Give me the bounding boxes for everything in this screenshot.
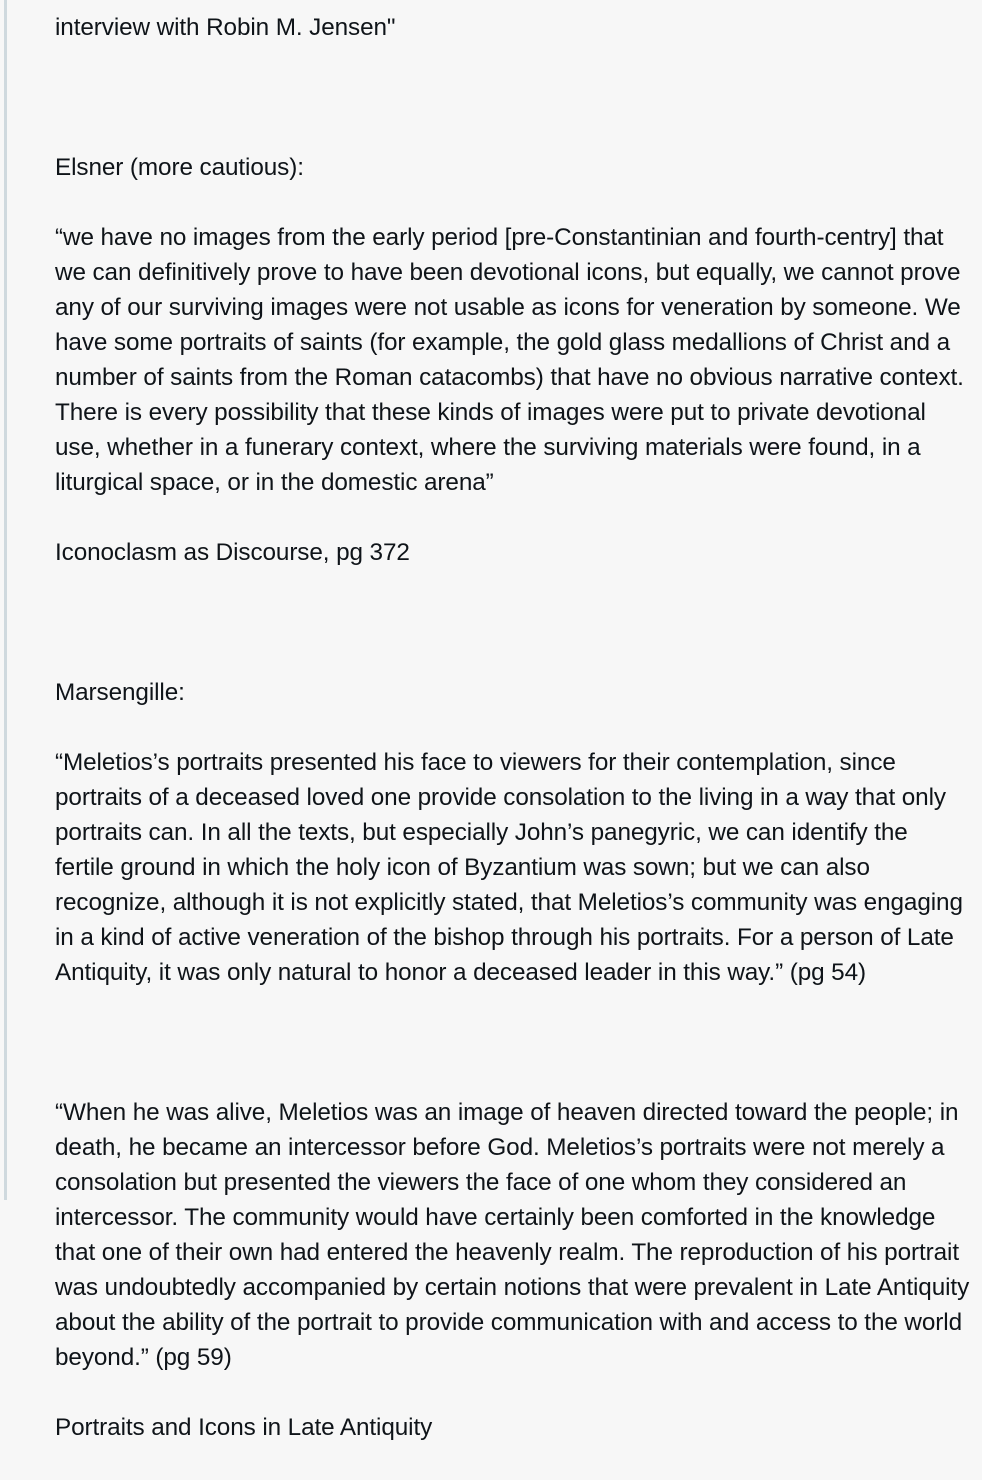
elsner-quote: “we have no images from the early period [pre-Constantinian and fourth-centry] that we can definitively prove to have been devotional icons, but equally, we cannot prove any of our surviving images were not usable as icons for veneration by someone. We have some portraits of saints (for example, the gold glass medallions of Christ and a number of saints from the Roman catacombs) that have no obvious narrative context. There is every possibility that these kinds of images were put to private devotional use, whether in a funerary context, where the surviving materials were found, in a liturgical space, or in the domestic arena”	[55, 224, 964, 496]
intro-source-line: interview with Robin M. Jensen"	[55, 14, 396, 41]
elsner-heading: Elsner (more cautious):	[55, 154, 304, 181]
elsner-source: Iconoclasm as Discourse, pg 372	[55, 539, 410, 566]
marsengille-source: Portraits and Icons in Late Antiquity	[55, 1414, 433, 1441]
marsengille-quote-1: “Meletios’s portraits presented his face to viewers for their contemplation, since portraits of a deceased loved one provide consolation to the living in a way that only portraits can. In all the texts, but especially John’s panegyric, we can identify the fertile ground in which the holy icon of Byzantium was sown; but we can also recognize, although it is not explicitly stated, that Meletios’s community was engaging in a kind of active veneration of the bishop through his portraits. For a person of Late Antiquity, it was only natural to honor a deceased leader in this way.” (pg 54)	[55, 749, 963, 986]
quote-content	[55, 0, 970, 1480]
marsengille-heading: Marsengille:	[55, 679, 185, 706]
quote-left-border	[4, 0, 7, 1200]
marsengille-quote-2: “When he was alive, Meletios was an image of heaven directed toward the people; in death, he became an intercessor before God. Meletios’s portraits were not merely a consolation but presented the viewers the face of one whom they considered an intercessor. The community would have certainly been comforted in the knowledge that one of their own had entered the heavenly realm. The reproduction of his portrait was undoubtedly accompanied by certain notions that were prevalent in Late Antiquity about the ability of the portrait to provide communication with and access to the world beyond.” (pg 59)	[55, 1099, 970, 1371]
